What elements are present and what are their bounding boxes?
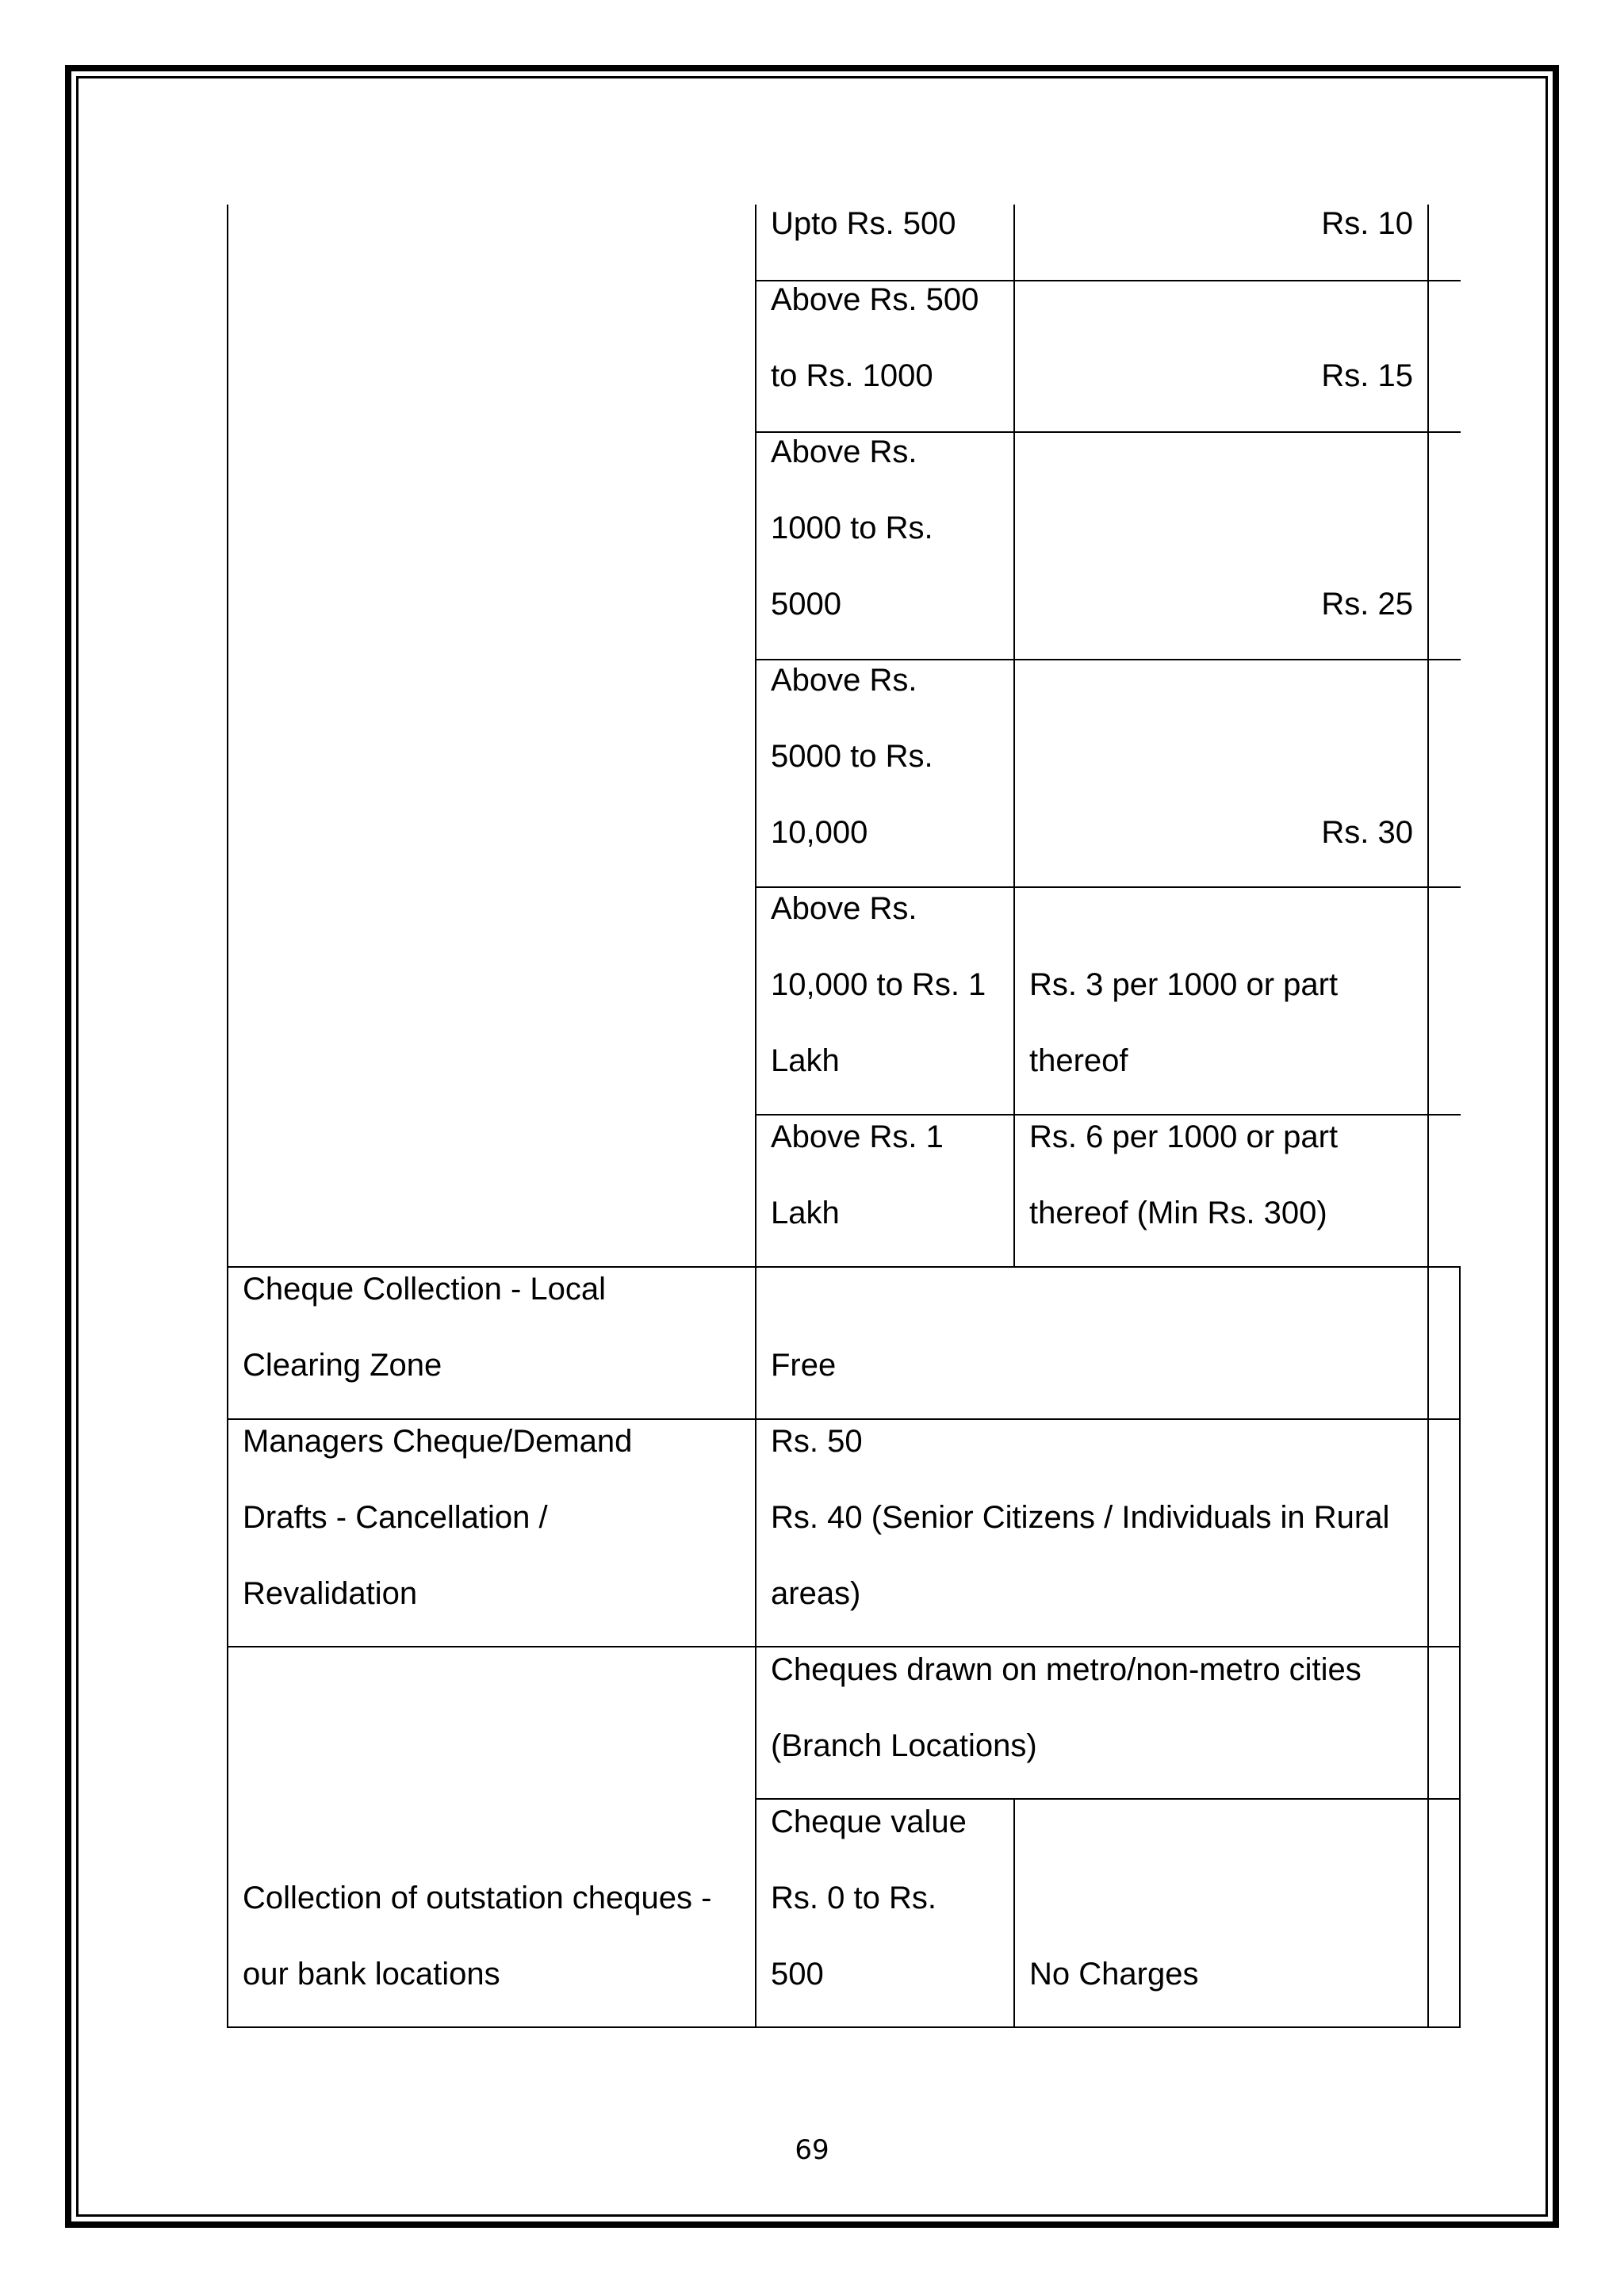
outstation-charge (1029, 1936, 1426, 2012)
outstation-header (771, 1632, 1426, 1784)
charge-line: No Charges (1029, 1957, 1199, 1992)
slab-line: Upto Rs. 500 (771, 206, 956, 241)
label-line: Collection of outstation cheques - (243, 1881, 712, 1915)
slab-cell (771, 414, 1009, 642)
slab-cell (771, 1099, 1009, 1251)
charge-line: Rs. 10 (1321, 206, 1413, 241)
value-line: Rs. 50 (771, 1424, 863, 1459)
page-number: 69 (795, 2134, 829, 2166)
header-line: (Branch Locations) (771, 1728, 1037, 1763)
outstation-label (243, 1860, 750, 2012)
local-clearing-label (243, 1251, 750, 1403)
slab-line: Above Rs. (771, 663, 917, 698)
slab-line: Lakh (771, 1196, 840, 1230)
managers-cheque-value (771, 1403, 1426, 1632)
slab-line: 5000 (771, 587, 841, 622)
charge-line: Rs. 30 (1321, 815, 1413, 850)
value-line: Rs. 40 (Senior Citizens / Individuals in Rural (771, 1500, 1390, 1535)
slab-cell (771, 871, 1009, 1099)
charge-cell (1029, 566, 1413, 642)
slab-line: Cheque value (771, 1804, 967, 1839)
slab-line: 5000 to Rs. (771, 739, 933, 774)
slab-cell (771, 186, 1009, 262)
managers-cheque-label (243, 1403, 750, 1632)
label-line: Clearing Zone (243, 1348, 442, 1383)
charge-cell (1029, 186, 1413, 262)
charge-line: thereof (1029, 1043, 1128, 1078)
label-line: Revalidation (243, 1576, 418, 1611)
slab-line: Lakh (771, 1043, 840, 1078)
charge-line: Rs. 25 (1321, 587, 1413, 622)
label-line: Cheque Collection - Local (243, 1272, 607, 1307)
slab-line: Above Rs. (771, 434, 917, 469)
slab-cell (771, 262, 1009, 414)
charge-cell (1029, 794, 1413, 871)
value-line: Free (771, 1348, 837, 1383)
slab-line: 500 (771, 1957, 824, 1992)
header-line: Cheques drawn on metro/non-metro cities (771, 1652, 1362, 1687)
slab-line: to Rs. 1000 (771, 358, 933, 393)
charge-cell (1029, 338, 1413, 414)
slab-cell (771, 642, 1009, 871)
label-line: our bank locations (243, 1957, 500, 1992)
slab-line: Above Rs. 1 (771, 1119, 944, 1154)
charge-line: Rs. 6 per 1000 or part (1029, 1119, 1339, 1154)
charge-line: Rs. 15 (1321, 358, 1413, 393)
charge-line: Rs. 3 per 1000 or part (1029, 967, 1339, 1002)
slab-line: 10,000 (771, 815, 868, 850)
slab-line: Rs. 0 to Rs. (771, 1881, 936, 1915)
slab-line: 10,000 to Rs. 1 (771, 967, 986, 1002)
slab-line: Above Rs. 500 (771, 282, 979, 317)
slab-line: 1000 to Rs. (771, 511, 933, 545)
charge-cell (1029, 1099, 1426, 1251)
local-clearing-value (771, 1327, 1421, 1403)
value-line: areas) (771, 1576, 861, 1611)
label-line: Managers Cheque/Demand (243, 1424, 633, 1459)
label-line: Drafts - Cancellation / (243, 1500, 548, 1535)
charge-cell (1029, 947, 1426, 1099)
charge-line: thereof (Min Rs. 300) (1029, 1196, 1327, 1230)
slab-line: Above Rs. (771, 891, 917, 926)
outstation-slab (771, 1784, 1009, 2012)
